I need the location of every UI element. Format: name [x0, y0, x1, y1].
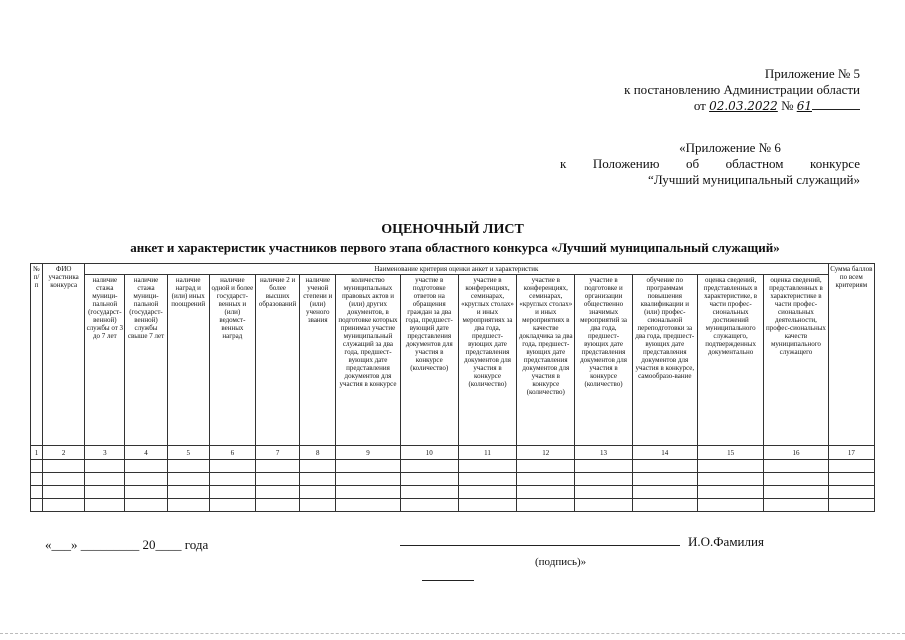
column-number: 7: [255, 446, 299, 460]
column-number: 3: [85, 446, 125, 460]
signer-name: И.О.Фамилия: [688, 534, 764, 549]
column-number: 11: [458, 446, 516, 460]
table-row: [31, 473, 875, 486]
criterion-header: участие в подготовке и организации общественно значимых мероприятий за два года, предшест-вующих дате представления документов для участия в конкурсе (количество): [575, 275, 632, 446]
appendix-5-decree: к постановлению Администрации области: [624, 82, 860, 97]
column-number: 6: [209, 446, 255, 460]
appendix-6-contest: “Лучший муниципальный служащий»: [648, 172, 860, 187]
criterion-header: наличие одной и более государст-венных и (или) ведомст-венных наград: [209, 275, 255, 446]
from-label: от: [693, 98, 706, 113]
closing-line: [422, 580, 474, 581]
column-number: 8: [300, 446, 336, 460]
col-no-header: № п/п: [31, 264, 43, 446]
evaluation-table: [30, 263, 875, 512]
criterion-header: оценка сведений, представленных в характеристике в части профес-сиональных деятельности, профес-сиональных качеств муниципального служащего: [764, 275, 828, 446]
criterion-header: наличие 2 и более высших образований: [255, 275, 299, 446]
column-number: 10: [400, 446, 458, 460]
criteria-group-header: Наименование критерия оценки анкет и характеристик: [85, 264, 828, 275]
criterion-header: количество муниципальных правовых актов и (или) других документов, в подготовке которых принимал участие муниципальный служащий за два года, предшест-вующих дате представления документов для участия в конкурсе: [336, 275, 400, 446]
column-number-row: [31, 446, 875, 460]
column-number: 9: [336, 446, 400, 460]
column-number: 16: [764, 446, 828, 460]
page-subtitle: анкет и характеристик участников первого этапа областного конкурса «Лучший муниципальный служащий»: [130, 240, 780, 255]
column-number: 2: [43, 446, 85, 460]
column-number: 5: [167, 446, 209, 460]
appendix-5-date-line: [560, 98, 860, 114]
appendix-6-regulation: к Положению об областном конкурсе: [560, 156, 860, 171]
signature-caption: (подпись)»: [535, 556, 587, 568]
column-number: 1: [31, 446, 43, 460]
table-row: [31, 486, 875, 499]
criterion-header: наличие ученой степени и (или) ученого звания: [300, 275, 336, 446]
criterion-header: участие в конференциях, семинарах, «круглых столах» и иных мероприятиях в качестве докладчика за два года, предшест-вующих дате представления документов для участия в конкурсе (количество): [517, 275, 575, 446]
handwritten-date: 02.03.2022: [709, 99, 778, 113]
criterion-header: оценка сведений, представленных в характеристике, в части профес-сиональных достижений муниципального служащего, подтвержденных документально: [697, 275, 763, 446]
page-title: ОЦЕНОЧНЫЙ ЛИСТ: [381, 222, 524, 237]
table-row: [31, 499, 875, 512]
column-number: 4: [125, 446, 167, 460]
criterion-header: наличие стажа муници-пальной (государст-венной) службы от 3 до 7 лет: [85, 275, 125, 446]
criterion-header: наличие наград и (или) иных поощрений: [167, 275, 209, 446]
column-number: 17: [828, 446, 874, 460]
col-fio-header: ФИО участника конкурса: [43, 264, 85, 446]
criterion-header: наличие стажа муници-пальной (государст-венной) службы свыше 7 лет: [125, 275, 167, 446]
criterion-header: участие в подготовке ответов на обращения граждан за два года, предшест-вующий дате представления документов для участия в конкурсе (количество): [400, 275, 458, 446]
appendix-5-title: Приложение № 5: [764, 66, 860, 81]
header-row-2: [31, 275, 875, 446]
criterion-header: обучение по программам повышения квалификации и (или) профес-сиональной переподготовки за два года, предшест-вующих дате представления документов для участия в конкурсе, самообразо-вание: [632, 275, 697, 446]
header-row-1: [31, 264, 875, 275]
signature-date-line: «___» _________ 20____ года: [45, 537, 209, 552]
col-sum-header: Сумма баллов по всем критериям: [828, 264, 874, 446]
appendix-5-block: [560, 66, 860, 114]
signature-line: [400, 545, 680, 546]
page-edge-divider: [0, 633, 905, 634]
column-number: 14: [632, 446, 697, 460]
column-number: 12: [517, 446, 575, 460]
column-number: 13: [575, 446, 632, 460]
appendix-6-title: «Приложение № 6: [679, 140, 781, 155]
table-row: [31, 460, 875, 473]
number-label: №: [781, 98, 794, 113]
handwritten-number: 61: [796, 99, 812, 113]
column-number: 15: [697, 446, 763, 460]
appendix-6-block: [560, 140, 860, 188]
criterion-header: участие в конференциях, семинарах, «круглых столах» и иных мероприятиях за два года, предшест-вующих дате представления документов для участия в конкурсе (количество): [458, 275, 516, 446]
